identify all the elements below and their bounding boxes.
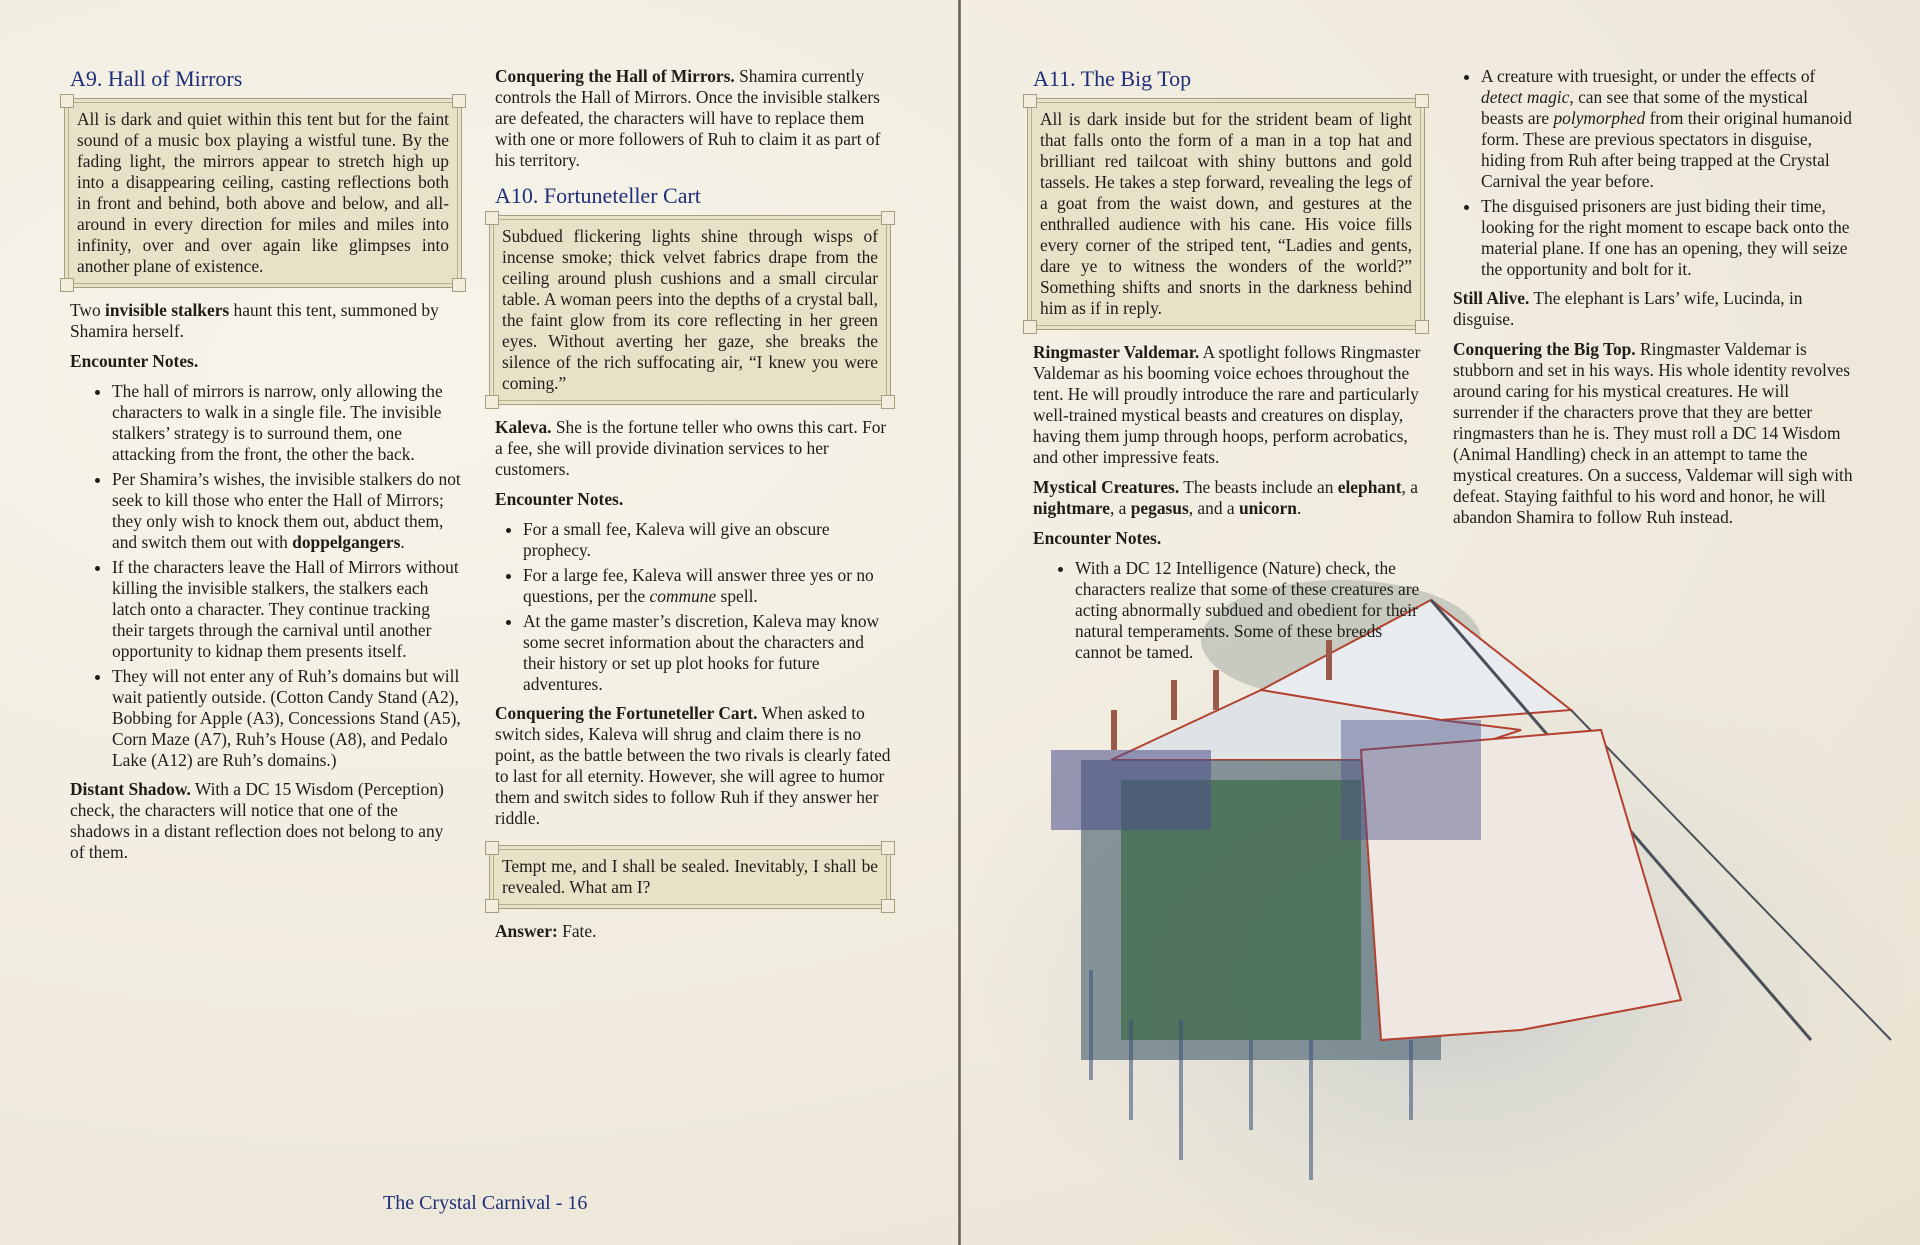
read-aloud-box-a9 <box>64 98 462 288</box>
page-footer: The Crystal Carnival - 16 <box>383 1192 588 1214</box>
encounter-notes-label: Encounter Notes. <box>1033 528 1162 548</box>
read-aloud-text: All is dark and quiet within this tent but for the faint sound of a music box playing a wistful tune. By the fading light, the mirrors appear to stretch high up into a disappearing ceiling, casting reflections both in front and behind, both above and below, and all-around in every direction for miles and miles into infinity, over and over again like glimpses into another plane of existence. <box>77 109 449 276</box>
conquering-big-top-paragraph: Conquering the Big Top. Ringmaster Valdemar is stubborn and set in his ways. His whole identity revolves around caring for his mystical creatures. He will surrender if the characters prove that they are better ringmasters than he is. They must roll a DC 14 Wisdom (Animal Handling) check in an attempt to tame the mystical creatures. On a success, Valdemar will sigh with defeat. Staying faithful to his word and honor, he will abandon Shamira to follow Ruh instead. <box>1453 339 1853 527</box>
list-item: • For a small fee, Kaleva will give an obscure prophecy. <box>523 519 891 561</box>
list-item: • The disguised prisoners are just biding their time, looking for the right moment to escape back onto the material plane. If one has an opening, they will seize the opportunity and bolt for it. <box>1481 196 1853 280</box>
encounter-notes-list <box>495 519 891 695</box>
section-heading-a9: A9. Hall of Mirrors <box>70 66 243 91</box>
list-item: • Per Shamira’s wishes, the invisible stalkers do not seek to kill those who enter the Hall of Mirrors; they only wish to knock them out, abduct them, and switch them out with doppelgangers. <box>112 469 462 553</box>
list-item: • For a large fee, Kaleva will answer three yes or no questions, per the commune spell. <box>523 565 891 607</box>
right-column-2 <box>1453 66 1853 537</box>
list-item: • The hall of mirrors is narrow, only allowing the characters to walk in a single file. The invisible stalkers’ strategy is to surround them, one attacking from the front, the other the back. <box>112 381 462 465</box>
read-aloud-box-a11 <box>1027 98 1425 330</box>
left-column-2 <box>495 66 891 951</box>
mystical-creatures-paragraph: Mystical Creatures. The beasts include an elephant, a nightmare, a pegasus, and a unicorn. <box>1033 477 1418 518</box>
read-aloud-text: Subdued flickering lights shine through wisps of incense smoke; thick velvet fabrics drape from the ceiling around plush cushions and a small circular table. A woman peers into the depths of a crystal ball, the faint glow from its core reflecting in her green eyes. Without averting her gaze, she breaks the silence of the rich suffocating air, “I knew you were coming.” <box>502 226 878 393</box>
encounter-notes-list-continued <box>1453 66 1853 280</box>
kaleva-paragraph: Kaleva. She is the fortune teller who owns this cart. For a fee, she will provide divination services to her customers. <box>495 417 887 479</box>
encounter-notes-list <box>70 381 462 771</box>
ringmaster-paragraph: Ringmaster Valdemar. A spotlight follows Ringmaster Valdemar as his booming voice echoes throughout the tent. He will proudly introduce the rare and particularly well-trained mystical beasts and creatures on display, having them jump through hoops, perform acrobatics, and other impressive feats. <box>1033 342 1421 467</box>
encounter-notes-label: Encounter Notes. <box>70 351 199 371</box>
list-item: • A creature with truesight, or under the effects of detect magic, can see that some of the mystical beasts are polymorphed from their original humanoid form. These are previous spectators in disguise, hiding from Ruh after being trapped at the Crystal Carnival the year before. <box>1481 66 1853 192</box>
section-heading-a10: A10. Fortuneteller Cart <box>495 183 701 208</box>
still-alive-paragraph: Still Alive. The elephant is Lars’ wife, Lucinda, in disguise. <box>1453 288 1803 329</box>
riddle-text: Tempt me, and I shall be sealed. Inevitably, I shall be revealed. What am I? <box>502 856 878 897</box>
riddle-box <box>489 845 891 909</box>
list-item: • They will not enter any of Ruh’s domains but will wait patiently outside. (Cotton Candy Stand (A2), Bobbing for Apple (A3), Concessions Stand (A5), Corn Maze (A7), Ruh’s House (A8), and Pedalo Lake (A12) are Ruh’s domains.) <box>112 666 462 771</box>
section-heading-a11: A11. The Big Top <box>1033 66 1192 91</box>
read-aloud-text: All is dark inside but for the strident beam of light that falls onto the form of a man in a top hat and brilliant red tailcoat with shiny buttons and gold tassels. He takes a step forward, revealing the legs of a goat from the waist down, and gestures at the enthralled audience with his cane. His voice fills every corner of the striped tent, “Ladies and gents, dare ye to witness the wonders of the world?” Something shifts and snorts in the darkness behind him as if in reply. <box>1040 109 1412 318</box>
right-column-1 <box>1033 66 1425 671</box>
intro-paragraph: Two invisible stalkers haunt this tent, summoned by Shamira herself. <box>70 300 439 341</box>
right-page <box>961 0 1920 1245</box>
left-page <box>0 0 959 1245</box>
encounter-notes-list <box>1033 558 1425 663</box>
conquering-cart-paragraph: Conquering the Fortuneteller Cart. When asked to switch sides, Kaleva will shrug and claim there is no point, as the battle between the two rivals is clearly fated to last for all eternity. However, she will agree to humor them and switch sides to follow Ruh if they answer her riddle. <box>495 703 891 828</box>
conquering-mirrors-paragraph: Conquering the Hall of Mirrors. Shamira currently controls the Hall of Mirrors. Once the invisible stalkers are defeated, the characters will have to replace them with one or more followers of Ruh to claim it as part of his territory. <box>495 66 881 170</box>
read-aloud-box-a10 <box>489 215 891 405</box>
list-item: • With a DC 12 Intelligence (Nature) check, the characters realize that some of these creatures are acting abnormally subdued and obedient for their natural temperaments. Some of these breeds cannot be tamed. <box>1075 558 1425 663</box>
list-item: • If the characters leave the Hall of Mirrors without killing the invisible stalkers, the stalkers each latch onto a character. They continue tracking their targets through the carnival until another opportunity to kidnap them presents itself. <box>112 557 462 662</box>
encounter-notes-label: Encounter Notes. <box>495 489 624 509</box>
left-column-1 <box>70 66 462 872</box>
distant-shadow-paragraph: Distant Shadow. With a DC 15 Wisdom (Perception) check, the characters will notice that one of the shadows in a distant reflection does not belong to any of them. <box>70 779 444 862</box>
list-item: • At the game master’s discretion, Kaleva may know some secret information about the characters and their history or set up plot hooks for future adventures. <box>523 611 891 695</box>
answer-paragraph: Answer: Fate. <box>495 921 597 941</box>
